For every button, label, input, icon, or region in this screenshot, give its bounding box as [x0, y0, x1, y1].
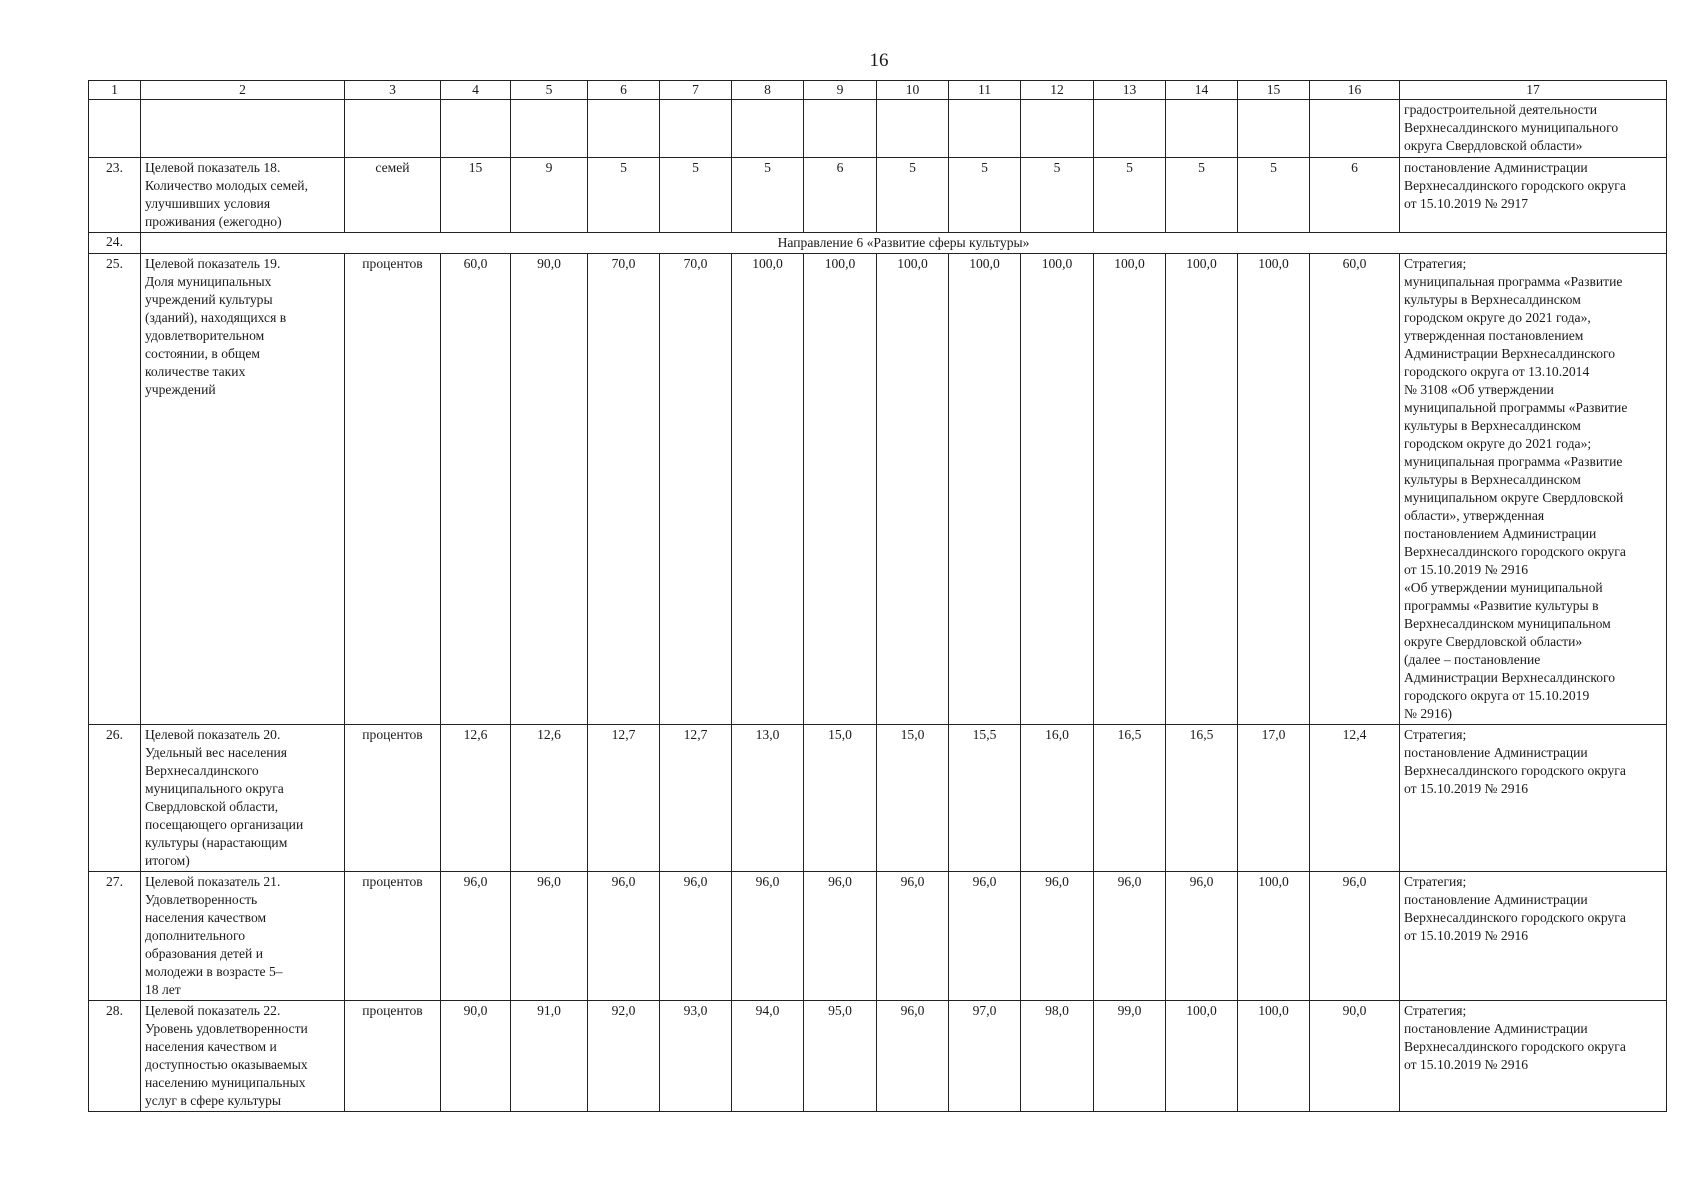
value-cell: [732, 100, 804, 158]
value-cell: 96,0: [1094, 872, 1166, 1001]
source-line: градостроительной деятельности: [1404, 102, 1597, 117]
indicator-name: [141, 872, 345, 1001]
header-cell: 9: [804, 81, 877, 100]
header-cell: 11: [949, 81, 1021, 100]
value-cell: [1310, 100, 1400, 158]
value-cell: 5: [1094, 158, 1166, 233]
value-cell: 90,0: [441, 1001, 511, 1112]
value-cell: 99,0: [1094, 1001, 1166, 1112]
source-line: (далее – постановление: [1404, 652, 1541, 667]
value-cell: 98,0: [1021, 1001, 1094, 1112]
indicator-name-line: Целевой показатель 19.: [145, 256, 281, 271]
value-cell: 90,0: [1310, 1001, 1400, 1112]
value-cell: 96,0: [588, 872, 660, 1001]
value-cell: 100,0: [877, 254, 949, 725]
indicator-name-line: молодежи в возрасте 5–: [145, 964, 283, 979]
value-cell: 91,0: [511, 1001, 588, 1112]
unit-cell: семей: [345, 158, 441, 233]
unit-cell: процентов: [345, 1001, 441, 1112]
value-cell: 5: [732, 158, 804, 233]
source-line: № 2916): [1404, 706, 1453, 721]
source-line: от 15.10.2019 № 2916: [1404, 1057, 1529, 1072]
row-number: 26.: [89, 725, 141, 872]
source-line: Стратегия;: [1404, 727, 1467, 742]
header-cell: 16: [1310, 81, 1400, 100]
source-line: муниципальной программы «Развитие: [1404, 400, 1628, 415]
indicator-name: [141, 100, 345, 158]
value-cell: 5: [1238, 158, 1310, 233]
source-line: Верхнесалдинского городского округа: [1404, 178, 1626, 193]
value-cell: 5: [949, 158, 1021, 233]
source-line: постановление Администрации: [1404, 1021, 1588, 1036]
source-line: Верхнесалдинского городского округа: [1404, 544, 1626, 559]
indicator-name-line: учреждений культуры: [145, 292, 273, 307]
indicator-name-line: 18 лет: [145, 982, 181, 997]
value-cell: 16,0: [1021, 725, 1094, 872]
value-cell: 100,0: [1094, 254, 1166, 725]
source-line: от 15.10.2019 № 2917: [1404, 196, 1529, 211]
source-line: программы «Развитие культуры в: [1404, 598, 1599, 613]
header-cell: 13: [1094, 81, 1166, 100]
value-cell: 5: [1166, 158, 1238, 233]
source-line: городского округа от 15.10.2019: [1404, 688, 1590, 703]
value-cell: 15,0: [877, 725, 949, 872]
value-cell: 100,0: [1166, 254, 1238, 725]
value-cell: 6: [804, 158, 877, 233]
value-cell: 96,0: [877, 1001, 949, 1112]
row-number: 24.: [89, 233, 141, 254]
table-row: [89, 725, 1667, 872]
source-line: городском округе до 2021 года»;: [1404, 436, 1592, 451]
source-line: Верхнесалдинском муниципальном: [1404, 616, 1611, 631]
value-cell: 96,0: [732, 872, 804, 1001]
header-cell: 1: [89, 81, 141, 100]
source-cell: [1400, 872, 1667, 1001]
value-cell: 100,0: [732, 254, 804, 725]
indicator-name-line: муниципального округа: [145, 781, 284, 796]
value-cell: 12,7: [588, 725, 660, 872]
header-cell: 10: [877, 81, 949, 100]
indicator-name-line: улучшивших условия: [145, 196, 271, 211]
value-cell: 5: [588, 158, 660, 233]
value-cell: 100,0: [804, 254, 877, 725]
source-line: от 15.10.2019 № 2916: [1404, 781, 1529, 796]
indicator-name: [141, 158, 345, 233]
section-row: [89, 233, 1667, 254]
indicator-name-line: учреждений: [145, 382, 216, 397]
value-cell: 15,0: [804, 725, 877, 872]
value-cell: 96,0: [511, 872, 588, 1001]
section-title: Направление 6 «Развитие сферы культуры»: [141, 233, 1667, 254]
value-cell: 17,0: [1238, 725, 1310, 872]
header-cell: 15: [1238, 81, 1310, 100]
header-cell: 5: [511, 81, 588, 100]
value-cell: [1238, 100, 1310, 158]
table-header-row: [89, 81, 1667, 100]
value-cell: 16,5: [1166, 725, 1238, 872]
indicator-name-line: Доля муниципальных: [145, 274, 272, 289]
indicator-name-line: итогом): [145, 853, 190, 868]
value-cell: 5: [1021, 158, 1094, 233]
value-cell: 96,0: [877, 872, 949, 1001]
indicator-name-line: культуры (нарастающим: [145, 835, 288, 850]
source-line: Стратегия;: [1404, 1003, 1467, 1018]
source-line: Верхнесалдинского городского округа: [1404, 1039, 1626, 1054]
value-cell: 100,0: [1021, 254, 1094, 725]
value-cell: [660, 100, 732, 158]
source-cell: [1400, 1001, 1667, 1112]
value-cell: 96,0: [949, 872, 1021, 1001]
value-cell: 95,0: [804, 1001, 877, 1112]
value-cell: 70,0: [588, 254, 660, 725]
value-cell: [1166, 100, 1238, 158]
source-cell: [1400, 725, 1667, 872]
indicator-name: [141, 254, 345, 725]
value-cell: 96,0: [1310, 872, 1400, 1001]
table-row: [89, 872, 1667, 1001]
source-cell: [1400, 100, 1667, 158]
source-line: Верхнесалдинского муниципального: [1404, 120, 1619, 135]
value-cell: 5: [877, 158, 949, 233]
source-line: области», утвержденная: [1404, 508, 1545, 523]
value-cell: 92,0: [588, 1001, 660, 1112]
source-line: Стратегия;: [1404, 256, 1467, 271]
indicator-name-line: Целевой показатель 20.: [145, 727, 281, 742]
header-cell: 2: [141, 81, 345, 100]
value-cell: 96,0: [441, 872, 511, 1001]
source-line: постановлением Администрации: [1404, 526, 1597, 541]
row-number: [89, 100, 141, 158]
value-cell: 93,0: [660, 1001, 732, 1112]
indicator-name-line: состоянии, в общем: [145, 346, 261, 361]
value-cell: [1094, 100, 1166, 158]
value-cell: 100,0: [949, 254, 1021, 725]
source-line: округа Свердловской области»: [1404, 138, 1583, 153]
table-body: [89, 81, 1667, 1112]
row-number: 28.: [89, 1001, 141, 1112]
source-line: муниципальная программа «Развитие: [1404, 454, 1623, 469]
value-cell: 60,0: [1310, 254, 1400, 725]
source-line: культуры в Верхнесалдинском: [1404, 418, 1581, 433]
source-line: городского округа от 13.10.2014: [1404, 364, 1590, 379]
table-row: [89, 100, 1667, 158]
value-cell: 12,6: [441, 725, 511, 872]
source-line: муниципальном округе Свердловской: [1404, 490, 1624, 505]
value-cell: [588, 100, 660, 158]
value-cell: 96,0: [660, 872, 732, 1001]
source-line: культуры в Верхнесалдинском: [1404, 292, 1581, 307]
source-line: культуры в Верхнесалдинском: [1404, 472, 1581, 487]
indicator-table: [88, 80, 1667, 1112]
indicator-name-line: услуг в сфере культуры: [145, 1093, 282, 1108]
header-cell: 3: [345, 81, 441, 100]
indicator-name-line: Верхнесалдинского: [145, 763, 259, 778]
header-cell: 8: [732, 81, 804, 100]
indicator-name-line: Удовлетворенность: [145, 892, 258, 907]
row-number: 25.: [89, 254, 141, 725]
value-cell: [877, 100, 949, 158]
indicator-name-line: населения качеством: [145, 910, 267, 925]
source-line: постановление Администрации: [1404, 745, 1588, 760]
header-cell: 12: [1021, 81, 1094, 100]
indicator-name-line: (зданий), находящихся в: [145, 310, 287, 325]
source-line: муниципальная программа «Развитие: [1404, 274, 1623, 289]
row-number: 27.: [89, 872, 141, 1001]
unit-cell: [345, 100, 441, 158]
unit-cell: процентов: [345, 725, 441, 872]
source-line: постановление Администрации: [1404, 892, 1588, 907]
value-cell: [804, 100, 877, 158]
value-cell: 100,0: [1238, 872, 1310, 1001]
source-line: Верхнесалдинского городского округа: [1404, 910, 1626, 925]
value-cell: 70,0: [660, 254, 732, 725]
value-cell: [511, 100, 588, 158]
value-cell: 100,0: [1238, 254, 1310, 725]
source-line: утвержденная постановлением: [1404, 328, 1584, 343]
indicator-name-line: дополнительного: [145, 928, 246, 943]
source-line: «Об утверждении муниципальной: [1404, 580, 1603, 595]
indicator-name-line: количестве таких: [145, 364, 246, 379]
row-number: 23.: [89, 158, 141, 233]
value-cell: [1021, 100, 1094, 158]
value-cell: 6: [1310, 158, 1400, 233]
indicator-name-line: Целевой показатель 18.: [145, 160, 281, 175]
indicator-name-line: посещающего организации: [145, 817, 304, 832]
indicator-name-line: доступностью оказываемых: [145, 1057, 308, 1072]
indicator-name-line: населению муниципальных: [145, 1075, 306, 1090]
table-row: [89, 1001, 1667, 1112]
source-cell: [1400, 254, 1667, 725]
indicator-name: [141, 725, 345, 872]
value-cell: 94,0: [732, 1001, 804, 1112]
value-cell: [949, 100, 1021, 158]
value-cell: [441, 100, 511, 158]
indicator-name-line: Количество молодых семей,: [145, 178, 308, 193]
source-line: округе Свердловской области»: [1404, 634, 1583, 649]
source-line: постановление Администрации: [1404, 160, 1588, 175]
value-cell: 96,0: [1166, 872, 1238, 1001]
source-cell: [1400, 158, 1667, 233]
indicator-name-line: проживания (ежегодно): [145, 214, 282, 229]
source-line: Верхнесалдинского городского округа: [1404, 763, 1626, 778]
unit-cell: процентов: [345, 872, 441, 1001]
header-cell: 17: [1400, 81, 1667, 100]
source-line: Администрации Верхнесалдинского: [1404, 346, 1616, 361]
value-cell: 100,0: [1238, 1001, 1310, 1112]
indicator-name-line: Целевой показатель 22.: [145, 1003, 281, 1018]
value-cell: 96,0: [1021, 872, 1094, 1001]
header-cell: 4: [441, 81, 511, 100]
value-cell: 15,5: [949, 725, 1021, 872]
unit-cell: процентов: [345, 254, 441, 725]
indicator-name-line: Целевой показатель 21.: [145, 874, 281, 889]
page-number: 16: [869, 50, 889, 71]
value-cell: 96,0: [804, 872, 877, 1001]
source-line: городском округе до 2021 года»,: [1404, 310, 1591, 325]
value-cell: 12,6: [511, 725, 588, 872]
source-line: от 15.10.2019 № 2916: [1404, 928, 1529, 943]
value-cell: 16,5: [1094, 725, 1166, 872]
indicator-name-line: образования детей и: [145, 946, 263, 961]
indicator-name: [141, 1001, 345, 1112]
value-cell: 13,0: [732, 725, 804, 872]
value-cell: 12,7: [660, 725, 732, 872]
header-cell: 14: [1166, 81, 1238, 100]
indicator-name-line: Свердловской области,: [145, 799, 279, 814]
table-row: [89, 254, 1667, 725]
indicator-name-line: Удельный вес населения: [145, 745, 288, 760]
value-cell: 90,0: [511, 254, 588, 725]
source-line: Администрации Верхнесалдинского: [1404, 670, 1616, 685]
indicator-name-line: Уровень удовлетворенности: [145, 1021, 308, 1036]
value-cell: 9: [511, 158, 588, 233]
value-cell: 12,4: [1310, 725, 1400, 872]
value-cell: 100,0: [1166, 1001, 1238, 1112]
indicator-name-line: удовлетворительном: [145, 328, 265, 343]
source-line: № 3108 «Об утверждении: [1404, 382, 1554, 397]
value-cell: 60,0: [441, 254, 511, 725]
value-cell: 15: [441, 158, 511, 233]
value-cell: 97,0: [949, 1001, 1021, 1112]
source-line: от 15.10.2019 № 2916: [1404, 562, 1529, 577]
header-cell: 6: [588, 81, 660, 100]
value-cell: 5: [660, 158, 732, 233]
table-row: [89, 158, 1667, 233]
header-cell: 7: [660, 81, 732, 100]
source-line: Стратегия;: [1404, 874, 1467, 889]
indicator-name-line: населения качеством и: [145, 1039, 277, 1054]
